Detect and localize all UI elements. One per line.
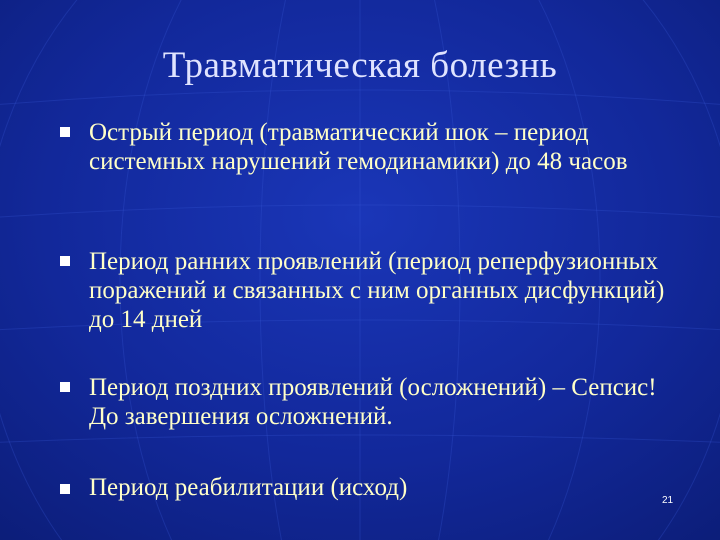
square-bullet-icon (60, 127, 70, 137)
slide-number: 21 (662, 495, 674, 506)
bullet-text: Период поздних проявлений (осложнений) – Сепсис! До завершения осложнений. (89, 374, 657, 430)
bullet-text: Период реабилитации (исход) (89, 474, 408, 501)
bullet-text: Острый период (травматический шок – период системных нарушений гемодинамики) до 48 часов (89, 119, 628, 175)
bullet-text: Период ранних проявлений (период реперфузионных поражений и связанных с ним органных дисфункций) до 14 дней (89, 248, 665, 333)
square-bullet-icon (60, 256, 70, 266)
square-bullet-icon (60, 484, 70, 494)
slide-title: Травматическая болезнь (162, 45, 558, 86)
square-bullet-icon (60, 382, 70, 392)
